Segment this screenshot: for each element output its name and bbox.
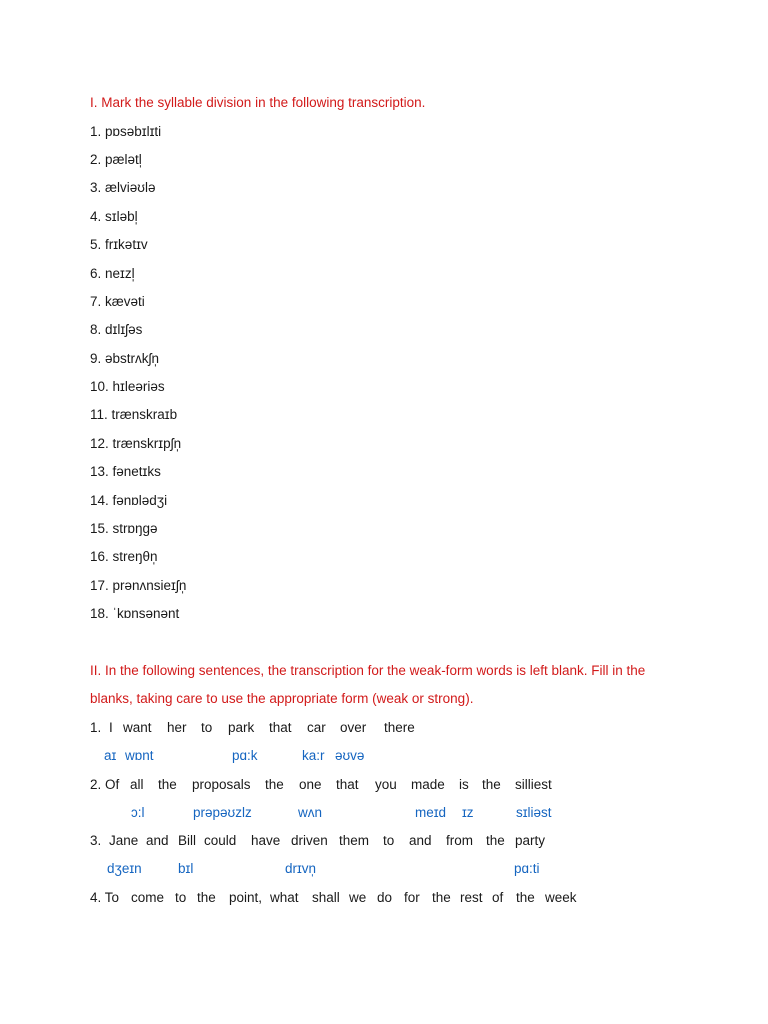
transcription-word: meɪd <box>415 805 447 820</box>
sentence-word: party <box>515 833 546 848</box>
sentence-word: of <box>492 890 504 905</box>
list-item: 4. sɪləbl̩ <box>90 209 138 224</box>
sentence-word: the <box>486 833 505 848</box>
sentence-word: could <box>204 833 237 848</box>
sentence-word: to <box>201 720 213 735</box>
list-item: 5. frɪkətɪv <box>90 237 148 252</box>
sentence-word: one <box>299 777 322 792</box>
sentence-word: 3. <box>90 833 102 848</box>
sentence-word: point, <box>229 890 263 905</box>
sentence-word: shall <box>312 890 340 905</box>
transcription-word: bɪl <box>178 861 194 876</box>
sentence-word: the <box>265 777 284 792</box>
sentence-word: driven <box>291 833 328 848</box>
sentence-word: do <box>377 890 393 905</box>
sentence-word: Jane <box>109 833 139 848</box>
sentence-word: and <box>146 833 169 848</box>
list-item: 13. fənetɪks <box>90 464 161 479</box>
sentence-word: come <box>131 890 165 905</box>
sentence-word: that <box>336 777 359 792</box>
transcription-word: pɑ:k <box>232 748 258 763</box>
list-item: 2. pælətl̩ <box>90 152 142 167</box>
sentence-word: and <box>409 833 432 848</box>
transcription-word: əʊvə <box>335 748 365 763</box>
section-1-heading: I. Mark the syllable division in the following transcription. <box>90 95 426 110</box>
transcription-word: prəpəʊzlz <box>193 805 252 820</box>
sentence-word: to <box>175 890 187 905</box>
sentence-word: proposals <box>192 777 251 792</box>
sentence-word: I <box>109 720 113 735</box>
sentence-word: what <box>270 890 299 905</box>
sentence-word: have <box>251 833 281 848</box>
list-item: 9. əbstrʌkʃn̩ <box>90 351 160 366</box>
list-item: 11. trænskraɪb <box>90 407 178 422</box>
section-2-heading-line-1: II. In the following sentences, the transcription for the weak-form words is left blank. Fill in the <box>90 663 646 678</box>
transcription-word: aɪ <box>104 748 117 763</box>
sentence-word: is <box>459 777 469 792</box>
list-item: 14. fənɒlədʒi <box>90 493 168 508</box>
sentence-word: that <box>269 720 292 735</box>
sentence-word: 4. To <box>90 890 120 905</box>
sentence-word: from <box>446 833 473 848</box>
sentence-word: for <box>404 890 420 905</box>
list-item: 6. neɪzl̩ <box>90 266 135 281</box>
list-item: 10. hɪleəriəs <box>90 379 165 394</box>
list-item: 16. streŋθn̩ <box>90 549 158 564</box>
sentence-word: we <box>349 890 367 905</box>
sentence-word: them <box>339 833 370 848</box>
sentence-word: Bill <box>178 833 197 848</box>
sentence-word: rest <box>460 890 483 905</box>
sentence-word: all <box>130 777 144 792</box>
transcription-word: pɑ:ti <box>514 861 540 876</box>
transcription-word: ɪz <box>462 805 474 820</box>
sentence-word: the <box>197 890 216 905</box>
sentence-word: made <box>411 777 445 792</box>
sentence-word: the <box>432 890 451 905</box>
list-item: 15. strɒŋgə <box>90 521 158 536</box>
transcription-word: wʌn <box>298 805 323 820</box>
transcription-word: dʒeɪn <box>107 861 142 876</box>
sentence-word: 1. <box>90 720 102 735</box>
list-item: 8. dɪlɪʃəs <box>90 322 143 337</box>
sentence-word: there <box>384 720 415 735</box>
sentence-word: the <box>482 777 501 792</box>
sentence-word: 2. Of <box>90 777 120 792</box>
sentence-word: over <box>340 720 367 735</box>
list-item: 1. pɒsəbɪlɪti <box>90 124 162 139</box>
sentence-word: car <box>307 720 326 735</box>
sentence-word: silliest <box>515 777 552 792</box>
sentence-word: want <box>123 720 152 735</box>
list-item: 18. ˈkɒnsənənt <box>90 606 180 621</box>
sentence-word: you <box>375 777 397 792</box>
transcription-word: ka:r <box>302 748 325 763</box>
sentence-word: week <box>545 890 577 905</box>
sentence-word: her <box>167 720 187 735</box>
list-item: 12. trænskrɪpʃn̩ <box>90 436 182 451</box>
section-2-heading-line-2: blanks, taking care to use the appropriate form (weak or strong). <box>90 691 474 706</box>
transcription-word: sɪliəst <box>516 805 552 820</box>
sentence-word: the <box>516 890 535 905</box>
transcription-word: wɒnt <box>125 748 154 763</box>
sentence-word: the <box>158 777 177 792</box>
list-item: 7. kævəti <box>90 294 145 309</box>
sentence-word: park <box>228 720 255 735</box>
list-item: 17. prənʌnsieɪʃn̩ <box>90 578 187 593</box>
transcription-word: drɪvn̩ <box>285 861 317 876</box>
sentence-word: to <box>383 833 395 848</box>
list-item: 3. ælviəʊlə <box>90 180 156 195</box>
transcription-word: ɔ:l <box>131 805 145 820</box>
